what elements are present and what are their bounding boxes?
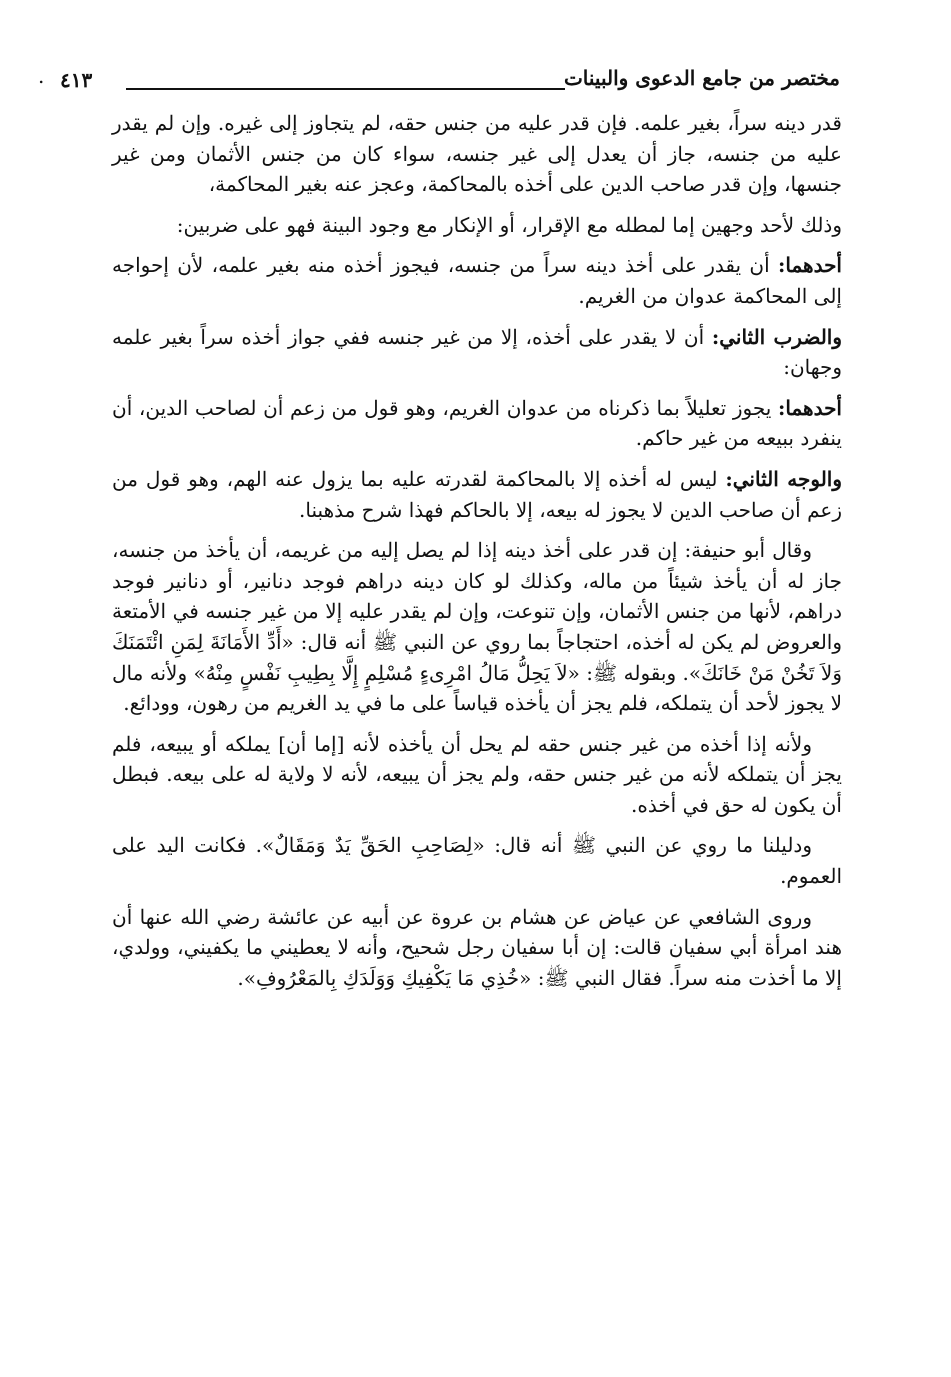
paragraph-text: أن لا يقدر على أخذه، إلا من غير جنسه ففي جواز أخذه سراً بغير علمه وجهان: bbox=[112, 324, 842, 380]
paragraph-text: ولأنه إذا أخذه من غير جنس حقه لم يحل أن يأخذه لأنه [إما أن] يملكه أو يبيعه، فلم يجز أن يتملكه لأنه من غير جنس حقه، ولم يجز أن يبيعه، لأنه لا ولاية له على بيعه. فبطل أن يكون له حق في أخذه. bbox=[112, 731, 842, 817]
paragraph-text: أن يقدر على أخذ دينه سراً من جنسه، فيجوز أخذه منه بغير علمه، لأن إحواجه إلى المحاكمة عدوان من الغريم. bbox=[112, 253, 842, 308]
paragraph-lead: أحدهما: bbox=[777, 395, 842, 420]
paragraph-8 bbox=[112, 729, 842, 821]
paragraph-text: وقال أبو حنيفة: إن قدر على أخذ دينه إذا لم يصل إليه من غريمه، أن يأخذ من جنسه، جاز له أن يأخذ شيئاً من ماله، وكذلك لو كان دينه دراهم فوجد دنانير، أو دنانير فوجد دراهم، لأنها من جنس الأثمان، وإن تنوعت، وإن لم يقدر عليه إلا من غير جنسه في الأمتعة والعروض لم يكن له أخذه، احتجاجاً بما روي عن النبي ﷺ أنه قال: «أَدِّ الأَمَانَةَ لِمَنِ ائْتَمَنَكَ وَلاَ تَخُنْ مَنْ خَانَكَ». وبقوله ﷺ: «لاَ يَحِلُّ مَالُ امْرِىءٍ مُسْلِمٍ إِلَّا بِطِيبِ نَفْسٍ مِنْهُ» ولأنه مال لا يجوز لأحد أن يتملكه، فلم يجز أن يأخذه قياساً على ما في يد الغريم من رهون، وودائع. bbox=[112, 538, 842, 716]
paragraph-text: ليس له أخذه إلا بالمحاكمة لقدرته عليه بما يزول عنه الهم، وهو قول من زعم أن صاحب الدين لا يجوز له بيعه، إلا بالحاكم فهذا شرح مذهبنا. bbox=[112, 466, 842, 522]
book-title: مختصر من جامع الدعوى والبينات bbox=[563, 66, 840, 90]
paragraph-text: قدر دينه سراً، بغير علمه. فإن قدر عليه من جنس حقه، لم يتجاوز إلى غيره. وإن لم يقدر عليه من جنسه، جاز أن يعدل إلى غير جنسه، سواء كان من جنس الأثمان ومن غير جنسها، وإن قدر صاحب الدين على أخذه بالمحاكمة، وعجز عنه بغير المحاكمة، bbox=[112, 111, 842, 197]
paragraph-text: وروى الشافعي عن عياض عن هشام بن عروة عن أبيه عن عائشة رضي الله عنها أن هند امرأة أبي سفيان قالت: إن أبا سفيان رجل شحيح، وأنه لا يعطيني ما يكفيني، وولدي، إلا ما أخذت منه سراً. فقال النبي ﷺ: «خُذِي مَا يَكْفِيكِ وَوَلَدَكِ بِالمَعْرُوفِ». bbox=[112, 904, 842, 990]
paragraph-9 bbox=[112, 830, 842, 891]
paragraph-10 bbox=[112, 902, 842, 994]
paragraph-6 bbox=[112, 464, 842, 525]
paragraph-1 bbox=[112, 108, 842, 200]
paragraph-5 bbox=[112, 393, 842, 454]
paragraph-2 bbox=[112, 210, 842, 241]
paragraph-text: ودليلنا ما روي عن النبي ﷺ أنه قال: «لِصَاحِبِ الحَقِّ يَدٌ وَمَقَالٌ». فكانت اليد على العموم. bbox=[112, 833, 842, 889]
margin-dot: . bbox=[38, 64, 45, 88]
paragraph-3 bbox=[112, 250, 842, 311]
paragraph-lead: والوجه الثاني: bbox=[725, 466, 842, 491]
body-text bbox=[112, 108, 842, 1003]
page-number: ٤١٣ bbox=[60, 68, 93, 92]
paragraph-4 bbox=[112, 322, 842, 383]
paragraph-lead: والضرب الثاني: bbox=[711, 324, 842, 349]
paragraph-lead: أحدهما: bbox=[777, 253, 842, 278]
running-header bbox=[38, 58, 840, 98]
paragraph-text: يجوز تعليلاً بما ذكرناه من عدوان الغريم، وهو قول من زعم أن لصاحب الدين، أن ينفرد ببيعه من غير حاكم. bbox=[112, 395, 842, 451]
header-rule bbox=[126, 88, 565, 90]
paragraph-text: وذلك لأحد وجهين إما لمطله مع الإقرار، أو الإنكار مع وجود البينة فهو على ضربين: bbox=[176, 212, 842, 237]
paragraph-7 bbox=[112, 535, 842, 719]
